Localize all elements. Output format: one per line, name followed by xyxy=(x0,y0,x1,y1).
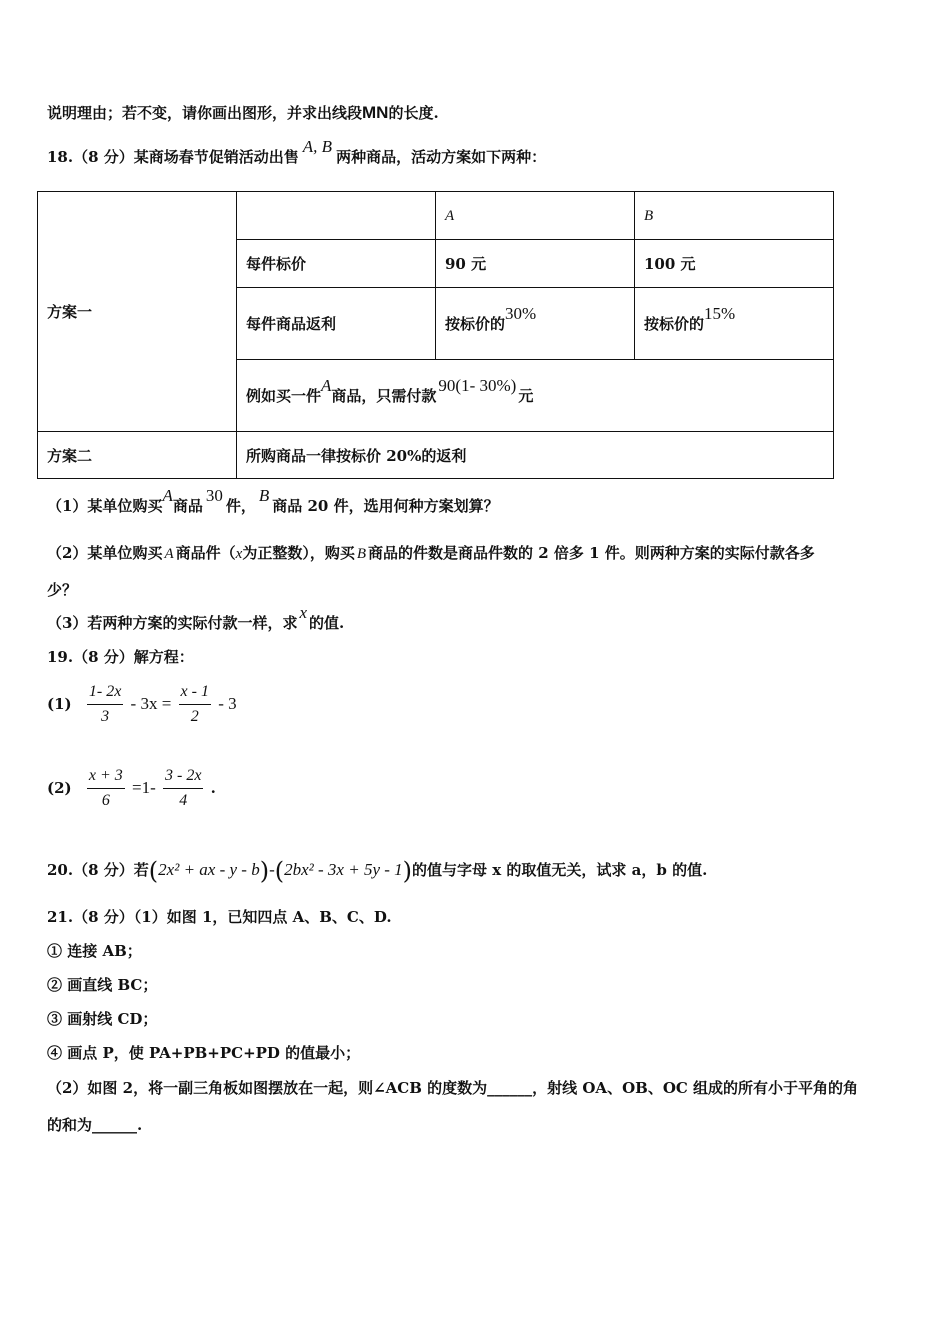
price-a: 90 元 xyxy=(436,240,635,288)
q21-item3: ③ 画射线 CD； xyxy=(47,1010,158,1028)
q19-eq1: (1) $\frac{1- 2x}{3}$ - 3x = $\frac{x - 1}{2}$ - 3 xyxy=(47,682,237,725)
eq1-frac1: $\frac{1- 2x}{3}$ xyxy=(88,682,122,725)
q19-eq2: (2) $\frac{x + 3}{6}$ =1- $\frac{3 - 2x}{4}$ . xyxy=(47,766,216,809)
eq2-frac1: $\frac{x + 3}{6}$ xyxy=(88,766,123,809)
q21-item1: ① 连接 AB； xyxy=(47,942,142,960)
col-a-header: A xyxy=(436,192,635,240)
q18-sub2: （2）某单位购买 A 商品件（x为正整数），购买 B 商品的件数是商品件数的 2 倍多 1 件。则两种方案的实际付款各多 xyxy=(47,544,815,562)
rebate-a: 按标价的30% xyxy=(436,288,635,360)
intro-line: 说明理由；若不变，请你画出图形，并求出线段MN的长度. xyxy=(47,103,439,122)
q20-line: 20.（8 分）若(2x² + ax - y - b)-(2bx² - 3x + 5y - 1)的值与字母 x 的取值无关，试求 a，b 的值. xyxy=(47,857,708,885)
promo-table xyxy=(37,191,834,479)
q21-line3: 的和为______. xyxy=(47,1116,143,1134)
example-cell: 例如买一件A商品，只需付款90(1- 30%)元 xyxy=(237,360,834,432)
plan2-text: 所购商品一律按标价 20%的返利 xyxy=(237,432,834,479)
header-blank xyxy=(237,192,436,240)
rebate-b: 按标价的15% xyxy=(635,288,834,360)
col-b-header: B xyxy=(635,192,834,240)
q21-line1: 21.（8 分）（1）如图 1，已知四点 A、B、C、D. xyxy=(47,908,392,926)
eq1-frac2: $\frac{x - 1}{2}$ xyxy=(180,682,209,725)
q18-sub2-line2: 少？ xyxy=(47,581,78,599)
eq2-frac2: $\frac{3 - 2x}{4}$ xyxy=(165,766,202,809)
price-b: 100 元 xyxy=(635,240,834,288)
price-label: 每件标价 xyxy=(237,240,436,288)
q18-sub3: （3）若两种方案的实际付款一样，求x的值. xyxy=(47,603,345,632)
q18-sub1: （1）某单位购买A商品30件，B商品 20 件，选用何种方案划算？ xyxy=(47,486,499,515)
q21-line2: （2）如图 2，将一副三角板如图摆放在一起，则∠ACB 的度数为______，射线 OA、OB、OC 组成的所有小于平角的角 xyxy=(47,1079,859,1097)
plan2-label: 方案二 xyxy=(38,432,237,479)
rebate-label: 每件商品返利 xyxy=(237,288,436,360)
q21-item4: ④ 画点 P，使 PA+PB+PC+PD 的值最小； xyxy=(47,1044,361,1062)
q19-header: 19.（8 分）解方程： xyxy=(47,648,194,666)
plan1-label: 方案一 xyxy=(38,192,237,432)
q18-header: 18.（8 分）某商场春节促销活动出售A, B两种商品，活动方案如下两种： xyxy=(47,137,547,166)
q21-item2: ② 画直线 BC； xyxy=(47,976,158,994)
